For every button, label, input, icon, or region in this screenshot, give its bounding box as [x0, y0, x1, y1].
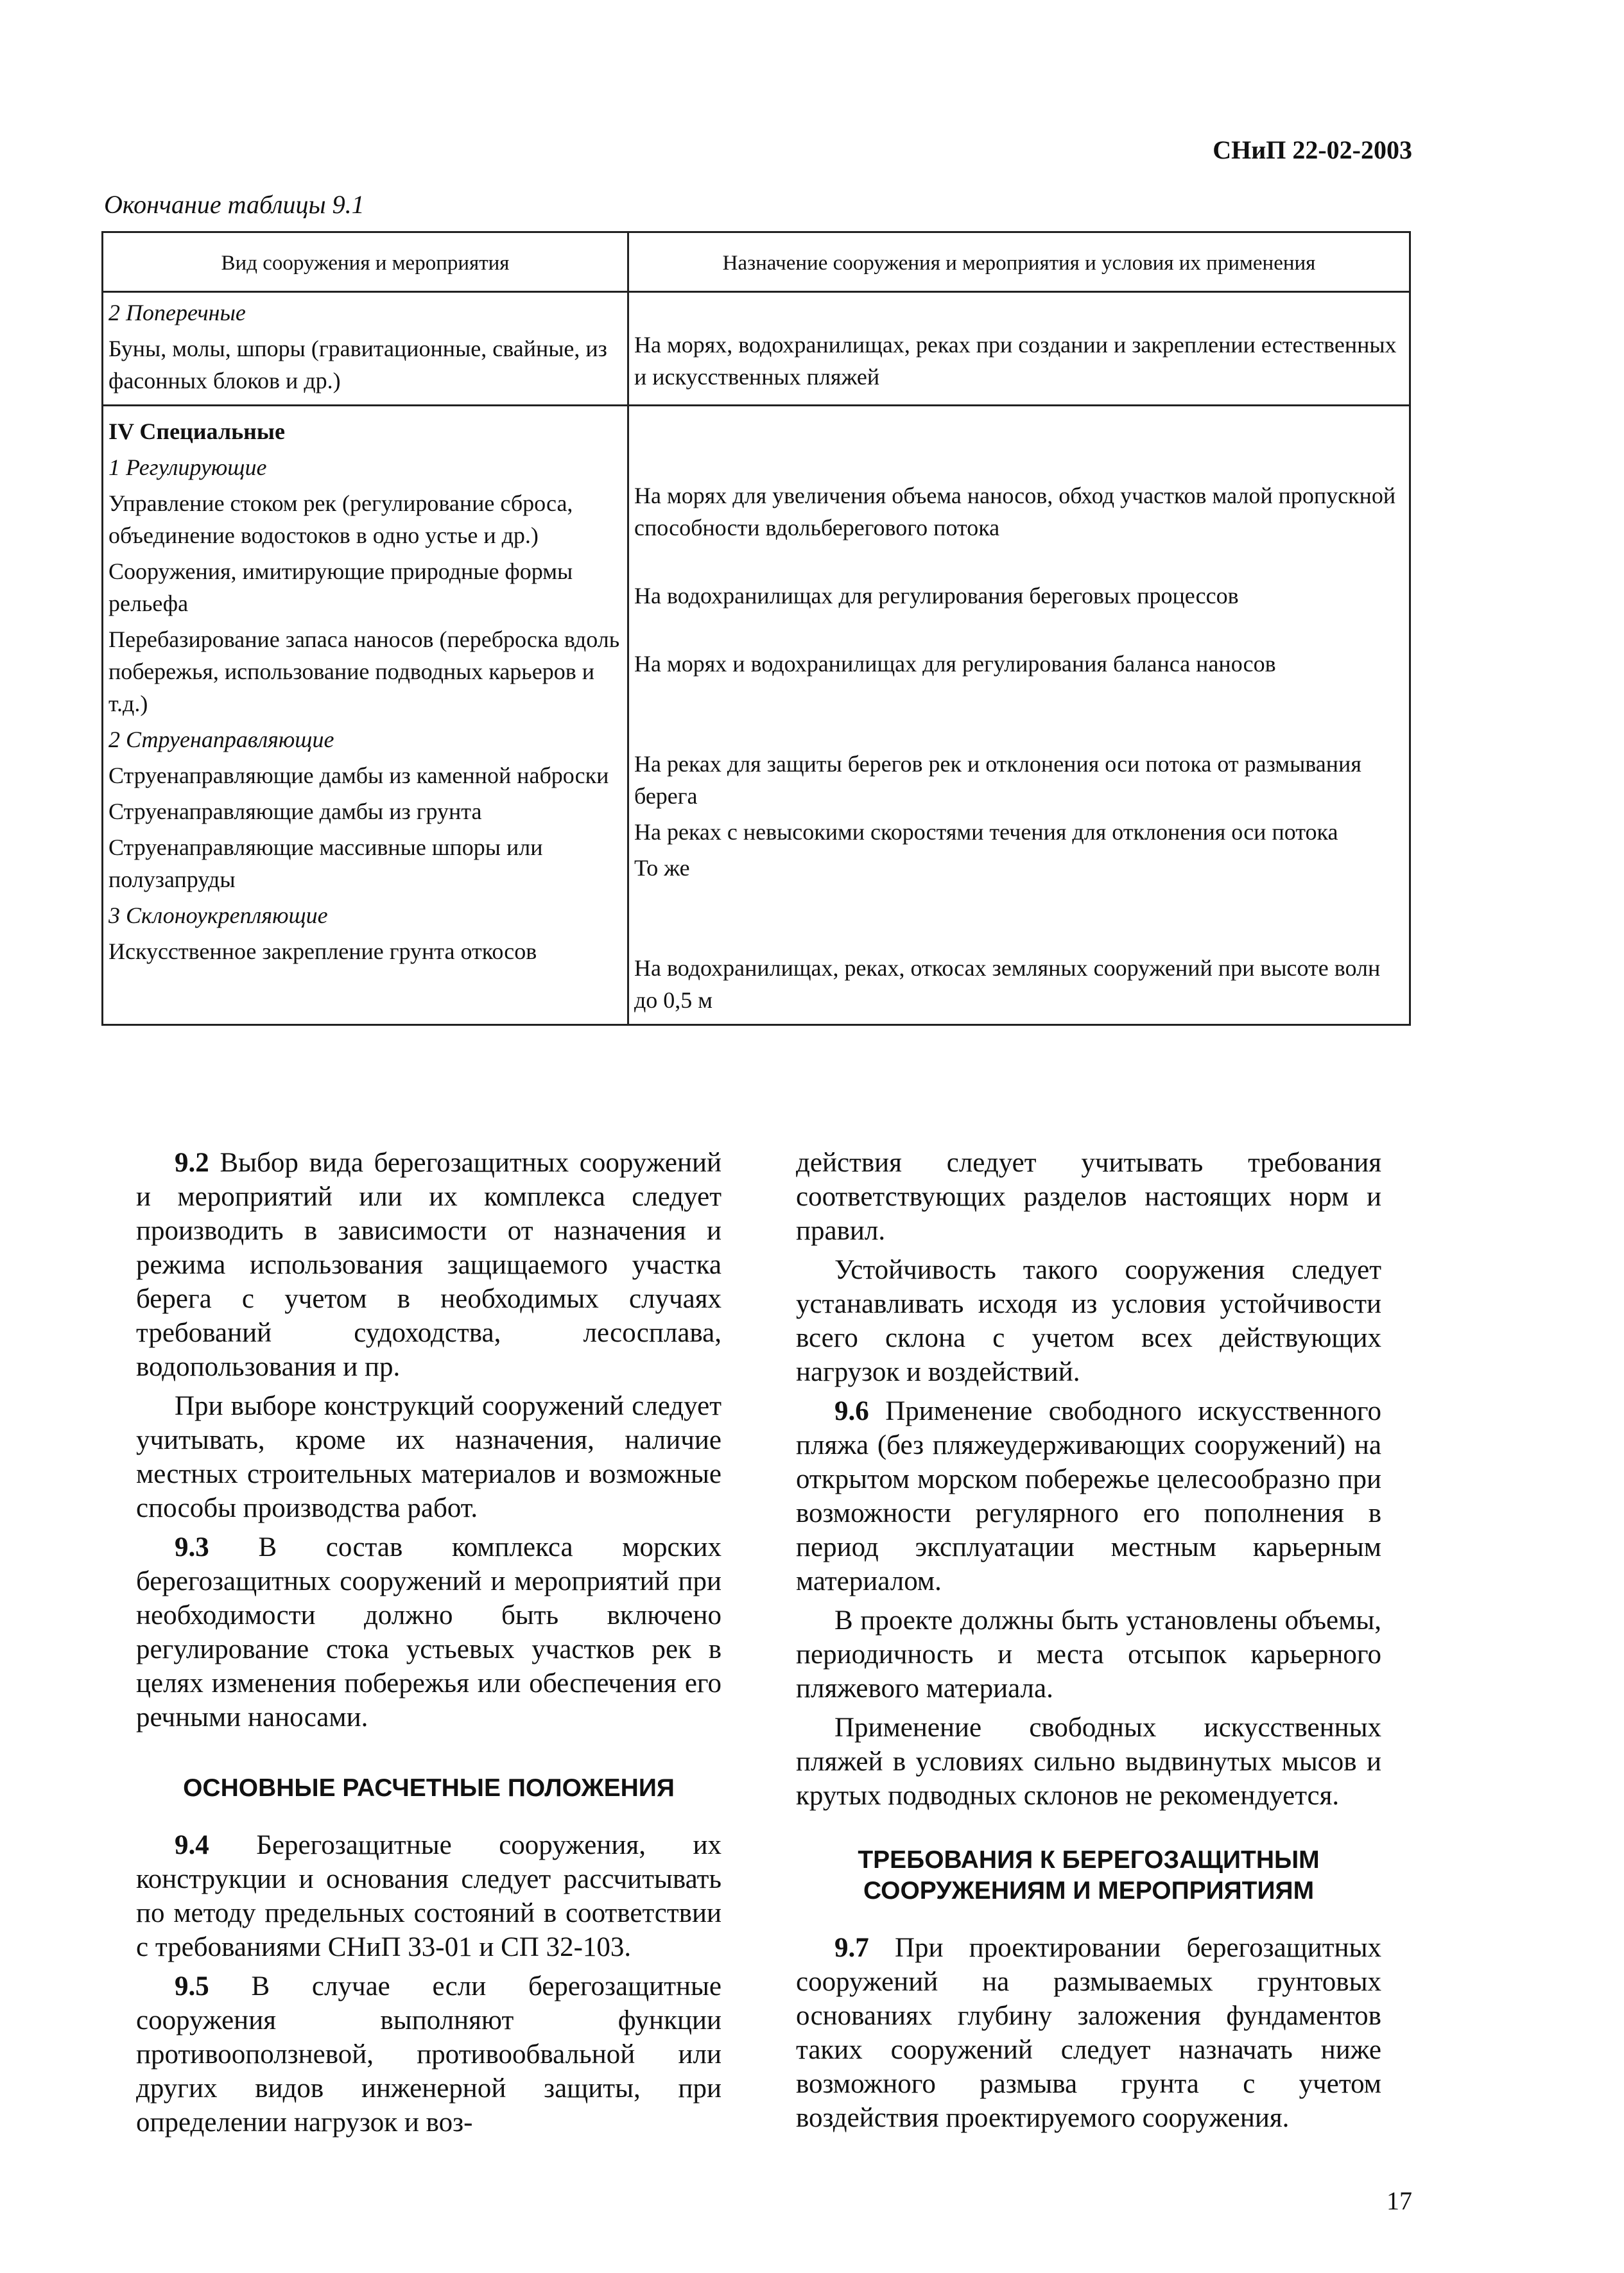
paragraph-text: Берегозащитные сооружения, их конструкции и основания следует рассчитывать по методу предельных состояний в соответствии с требованиями СНиП 33-01 и СП 32-103. [136, 1830, 721, 1962]
cell-soil-fixing-purpose: На водохранилищах, реках, откосах земляных сооружений при высоте волн до 0,5 м [634, 955, 1381, 1013]
left-text-column [136, 1146, 721, 2145]
section-heading-requirements [796, 1845, 1381, 1906]
cell-stone-dams-purpose: На реках для защиты берегов рек и отклонения оси потока от размывания берега [634, 751, 1361, 809]
paragraph-9-3 [136, 1530, 721, 1734]
paragraph-9-7 [796, 1931, 1381, 2135]
subheading-regulating: 1 Регулирующие [108, 454, 267, 480]
clause-number: 9.3 [175, 1532, 209, 1562]
group-cell-left [103, 292, 628, 406]
table-9-1 [101, 231, 1411, 1026]
paragraph-9-6-not-recommended: Применение свободных искусственных пляжей в условиях сильно выдвинутых мысов и крутых подводных склонов не рекомендуется. [796, 1713, 1381, 1811]
paragraph-9-4 [136, 1828, 721, 1964]
paragraph-text: В состав комплекса морских берегозащитных сооружений и мероприятий при необходимости должно быть включено регулирование стока устьевых участков рек в целях изменения побережья или обеспечения его речными наносами. [136, 1532, 721, 1733]
document-code: СНиП 22-02-2003 [1213, 135, 1412, 164]
right-text-column [796, 1146, 1381, 2140]
clause-number: 9.6 [834, 1396, 869, 1426]
cell-soil-dams-purpose: На реках с невысокими скоростями течения для отклонения оси потока [634, 819, 1338, 845]
cell-relief-imitation: Сооружения, имитирующие природные формы рельефа [108, 558, 573, 616]
paragraph-text: Применение свободного искусственного пляжа (без пляжеудерживающих сооружений) на открытом морском побережье целесообразно при возможности регулярного его пополнения в период эксплуатации местным карьерным материалом. [796, 1396, 1381, 1596]
page-number: 17 [1386, 2186, 1412, 2215]
clause-number: 9.4 [175, 1830, 209, 1860]
paragraph-9-5-continued: действия следует учитывать требования соответствующих разделов настоящих норм и правил. [796, 1148, 1381, 1246]
table-header-row [103, 232, 1410, 292]
cell-soil-fixing: Искусственное закрепление грунта откосов [108, 938, 537, 964]
table-group-transverse [103, 292, 1410, 406]
section-special: IV Специальные [108, 419, 285, 444]
cell-groynes-purpose: На морях, водохранилищах, реках при создании и закреплении естественных и искусственных пляжей [634, 332, 1397, 390]
paragraph-9-2-continued: При выборе конструкций сооружений следует учитывать, кроме их назначения, наличие местных строительных материалов и возможные способы производства работ. [136, 1391, 721, 1523]
cell-relief-imitation-purpose: На водохранилищах для регулирования береговых процессов [634, 583, 1239, 609]
clause-number: 9.2 [175, 1148, 209, 1178]
table-group-special [103, 406, 1410, 1025]
paragraph-9-5 [136, 1969, 721, 2139]
paragraph-text: В случае если берегозащитные сооружения выполняют функции противооползневой, противообвальной или других видов инженерной защиты, при определении нагрузок и воз- [136, 1971, 721, 2138]
subheading-slope-strengthening: 3 Склоноукрепляющие [108, 903, 328, 928]
clause-number: 9.7 [834, 1933, 869, 1963]
cell-massive-spurs-purpose: То же [634, 855, 690, 881]
group-cell-left [103, 406, 628, 1025]
cell-stone-dams: Струенаправляющие дамбы из каменной наброски [108, 763, 609, 788]
paragraph-9-6 [796, 1394, 1381, 1598]
paragraph-9-2 [136, 1146, 721, 1384]
heading-line-2: СООРУЖЕНИЯМ И МЕРОПРИЯТИЯМ [863, 1877, 1315, 1905]
group-cell-right [628, 406, 1410, 1025]
cell-sediment-transfer: Перебазирование запаса наносов (переброска вдоль побережья, использование подводных карьеров и т.д.) [108, 627, 620, 716]
section-heading-calculation: ОСНОВНЫЕ РАСЧЕТНЫЕ ПОЛОЖЕНИЯ [183, 1774, 675, 1802]
cell-soil-dams: Струенаправляющие дамбы из грунта [108, 799, 482, 824]
paragraph-9-6-project: В проекте должны быть установлены объемы, периодичность и места отсыпок карьерного пляжевого материала. [796, 1605, 1381, 1704]
cell-massive-spurs: Струенаправляющие массивные шпоры или полузапруды [108, 834, 543, 892]
subheading-transverse: 2 Поперечные [108, 300, 246, 325]
table-caption: Окончание таблицы 9.1 [104, 190, 365, 219]
clause-number: 9.5 [175, 1971, 209, 2001]
column-header-purpose: Назначение сооружения и мероприятия и условия их применения [628, 232, 1410, 292]
paragraph-text: При проектировании берегозащитных сооружений на размываемых грунтовых основаниях глубину заложения фундаментов таких сооружений следует назначать ниже возможного размыва грунта с учетом воздействия проектируемого сооружения. [796, 1933, 1381, 2133]
cell-runoff-control-purpose: На морях для увеличения объема наносов, обход участков малой пропускной способности вдольберегового потока [634, 483, 1396, 540]
paragraph-9-5-stability: Устойчивость такого сооружения следует устанавливать исходя из условия устойчивости всего склона с учетом всех действующих нагрузок и воздействий. [796, 1255, 1381, 1387]
cell-sediment-transfer-purpose: На морях и водохранилищах для регулирования баланса наносов [634, 651, 1276, 677]
group-cell-right [628, 292, 1410, 406]
subheading-flow-directing: 2 Струенаправляющие [108, 727, 334, 752]
heading-line-1: ТРЕБОВАНИЯ К БЕРЕГОЗАЩИТНЫМ [858, 1846, 1320, 1874]
paragraph-text: Выбор вида берегозащитных сооружений и мероприятий или их комплекса следует производить в зависимости от назначения и режима использования защищаемого участка берега с учетом в необходимых случаях требований судоходства, лесосплава, водопользования и пр. [136, 1148, 721, 1382]
column-header-type: Вид сооружения и мероприятия [103, 232, 628, 292]
cell-groynes: Буны, молы, шпоры (гравитационные, свайные, из фасонных блоков и др.) [108, 336, 607, 393]
cell-runoff-control: Управление стоком рек (регулирование сброса, объединение водостоков в одно устье и др.) [108, 490, 573, 548]
